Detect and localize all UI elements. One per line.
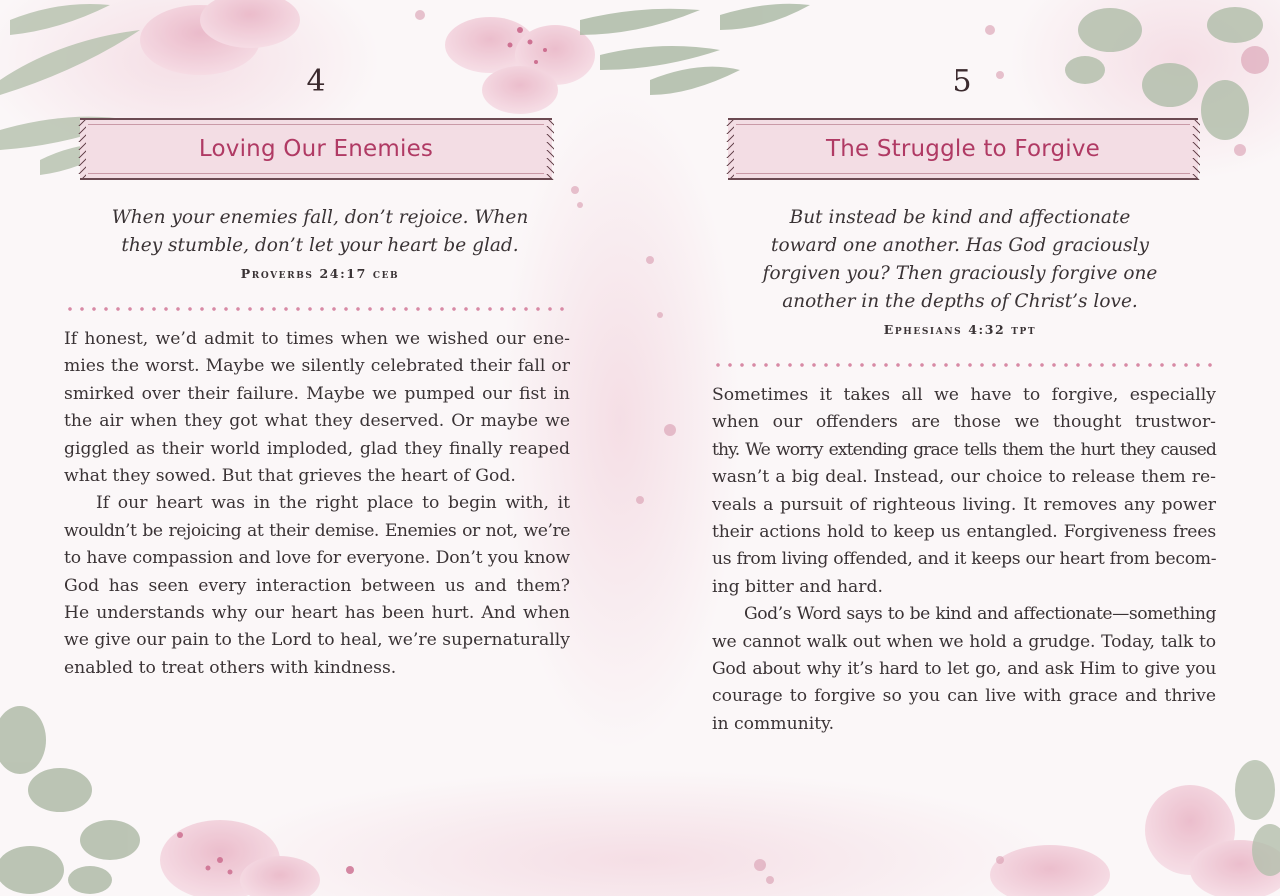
verse-line: another in the depths of Christ’s love.	[782, 291, 1138, 312]
body-line: enabled to treat others with kindness.	[64, 657, 397, 678]
body-line: we give our pain to the Lord to heal, we’re supernaturally	[64, 630, 570, 651]
dotted-divider	[64, 307, 570, 311]
right-page	[640, 0, 1280, 896]
dotted-divider	[712, 363, 1218, 367]
title-banner	[80, 118, 552, 180]
devotion-body	[712, 382, 1216, 738]
body-line: giggled as their world imploded, glad they finally reaped	[64, 438, 570, 459]
body-line: courage to forgive so you can live with grace and thrive	[712, 686, 1216, 707]
body-line: we cannot walk out when we hold a grudge. Today, talk to	[712, 631, 1216, 652]
scripture-verse	[710, 204, 1210, 316]
body-line: when our offenders are those we thought trustwor-	[712, 412, 1216, 433]
body-line: us from living offended, and it keeps our heart from becom-	[712, 549, 1217, 570]
title-banner	[728, 118, 1198, 180]
body-line: thy. We worry extending grace tells them the hurt they caused	[712, 439, 1216, 460]
body-line: ing bitter and hard.	[712, 576, 883, 597]
body-line: to have compassion and love for everyone. Don’t you know	[64, 548, 570, 569]
scripture-reference: Proverbs 24:17 ceb	[240, 266, 400, 281]
body-line: God about why it’s hard to let go, and ask Him to give you	[712, 659, 1216, 680]
body-line: If honest, we’d admit to times when we wished our ene-	[64, 329, 570, 349]
body-line: veals a pursuit of righteous living. It removes any power	[712, 494, 1216, 515]
verse-line: When your enemies fall, don’t rejoice. When	[111, 207, 529, 228]
devotion-title: Loving Our Enemies	[198, 136, 434, 162]
body-line: God’s Word says to be kind and affectionate—something	[744, 604, 1216, 625]
body-line: what they sowed. But that grieves the heart of God.	[64, 466, 516, 487]
body-line: their actions hold to keep us entangled. Forgiveness frees	[712, 522, 1216, 543]
body-line: Sometimes it takes all we have to forgive, especially	[712, 385, 1216, 405]
scripture-reference: Ephesians 4:32 tpt	[883, 322, 1037, 337]
scripture-verse	[70, 204, 570, 260]
page-number: 5	[952, 64, 972, 99]
devotion-title: The Struggle to Forgive	[825, 136, 1101, 162]
body-line: in community.	[712, 713, 835, 734]
body-line: He understands why our heart has been hurt. And when	[64, 603, 570, 624]
page-number: 4	[306, 64, 326, 99]
body-line: God has seen every interaction between us and them?	[64, 575, 570, 596]
body-line: smirked over their failure. Maybe we pumped our fist in	[64, 383, 570, 404]
verse-line: toward one another. Has God graciously	[771, 235, 1149, 256]
body-line: If our heart was in the right place to begin with, it	[96, 493, 570, 514]
body-line: mies the worst. Maybe we silently celebrated their fall or	[64, 356, 570, 377]
verse-line: But instead be kind and affectionate	[789, 207, 1131, 228]
devotion-body	[64, 326, 570, 682]
body-line: the air when they got what they deserved. Or maybe we	[64, 411, 570, 432]
verse-line: forgiven you? Then graciously forgive one	[762, 263, 1158, 284]
body-line: wasn’t a big deal. Instead, our choice to release them re-	[712, 467, 1216, 488]
body-line: wouldn’t be rejoicing at their demise. Enemies or not, we’re	[64, 520, 570, 541]
verse-line: they stumble, don’t let your heart be glad.	[121, 235, 519, 256]
